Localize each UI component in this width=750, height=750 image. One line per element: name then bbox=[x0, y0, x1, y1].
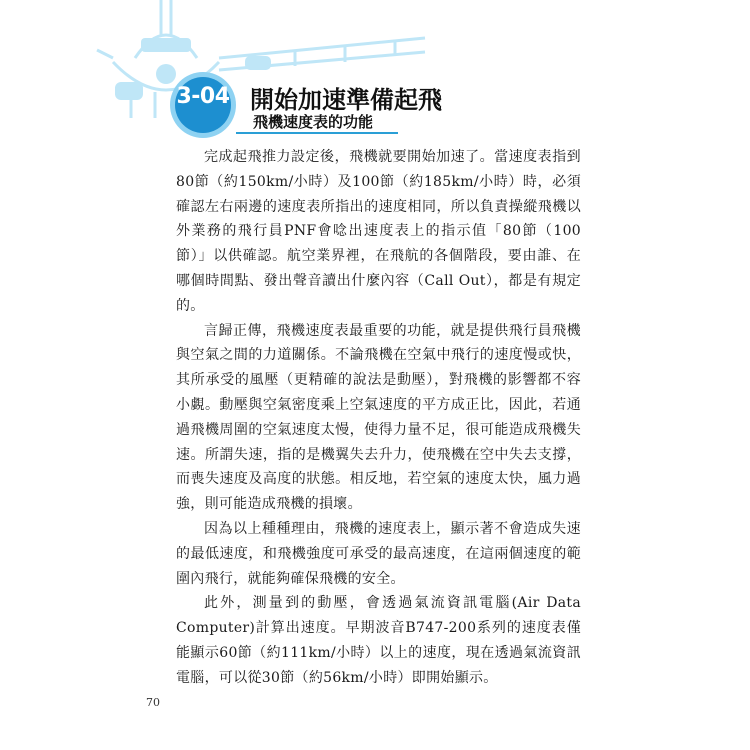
paragraph: 言歸正傳，飛機速度表最重要的功能，就是提供飛行員飛機與空氣之間的力道關係。不論飛機在空氣中飛行的速度慢或快，其所承受的風壓（更精確的說法是動壓），對飛機的影響都不容小覷。動壓與空氣密度乘上空氣速度的平方成正比，因此，若通過飛機周圍的空氣速度太慢，使得力量不足，很可能造成飛機失速。所謂失速，指的是機翼失去升力，使飛機在空中失去支撐，而喪失速度及高度的狀態。相反地，若空氣的速度太快，風力過強，則可能造成飛機的損壞。 bbox=[176, 322, 581, 513]
section-title: 開始加速準備起飛 bbox=[250, 86, 442, 114]
title-underline bbox=[236, 132, 398, 134]
section-number: 3-04 bbox=[176, 84, 230, 109]
page-number: 70 bbox=[146, 696, 160, 709]
body-text bbox=[176, 145, 581, 691]
paragraph: 此外，測量到的動壓，會透過氣流資訊電腦(Air Data Computer)計算出速度。早期波音B747-200系列的速度表僅能顯示60節（約111km/小時）以上的速度，現在透過氣流資訊電腦，可以從30節（約56km/小時）即開始顯示。 bbox=[176, 595, 581, 686]
paragraph: 完成起飛推力設定後，飛機就要開始加速了。當速度表指到80節（約150km/小時）及100節（約185km/小時）時，必須確認左右兩邊的速度表所指出的速度相同，所以負責操縱飛機以外業務的飛行員PNF會唸出速度表上的指示值「80節（100節）」以供確認。航空業界裡，在飛航的各個階段，要由誰、在哪個時間點、發出聲音讀出什麼內容（Call Out），都是有規定的。 bbox=[176, 149, 581, 314]
paragraph: 因為以上種種理由，飛機的速度表上，顯示著不會造成失速的最低速度，和飛機強度可承受的最高速度，在這兩個速度的範圍內飛行，就能夠確保飛機的安全。 bbox=[176, 520, 581, 587]
section-subtitle: 飛機速度表的功能 bbox=[253, 113, 374, 131]
